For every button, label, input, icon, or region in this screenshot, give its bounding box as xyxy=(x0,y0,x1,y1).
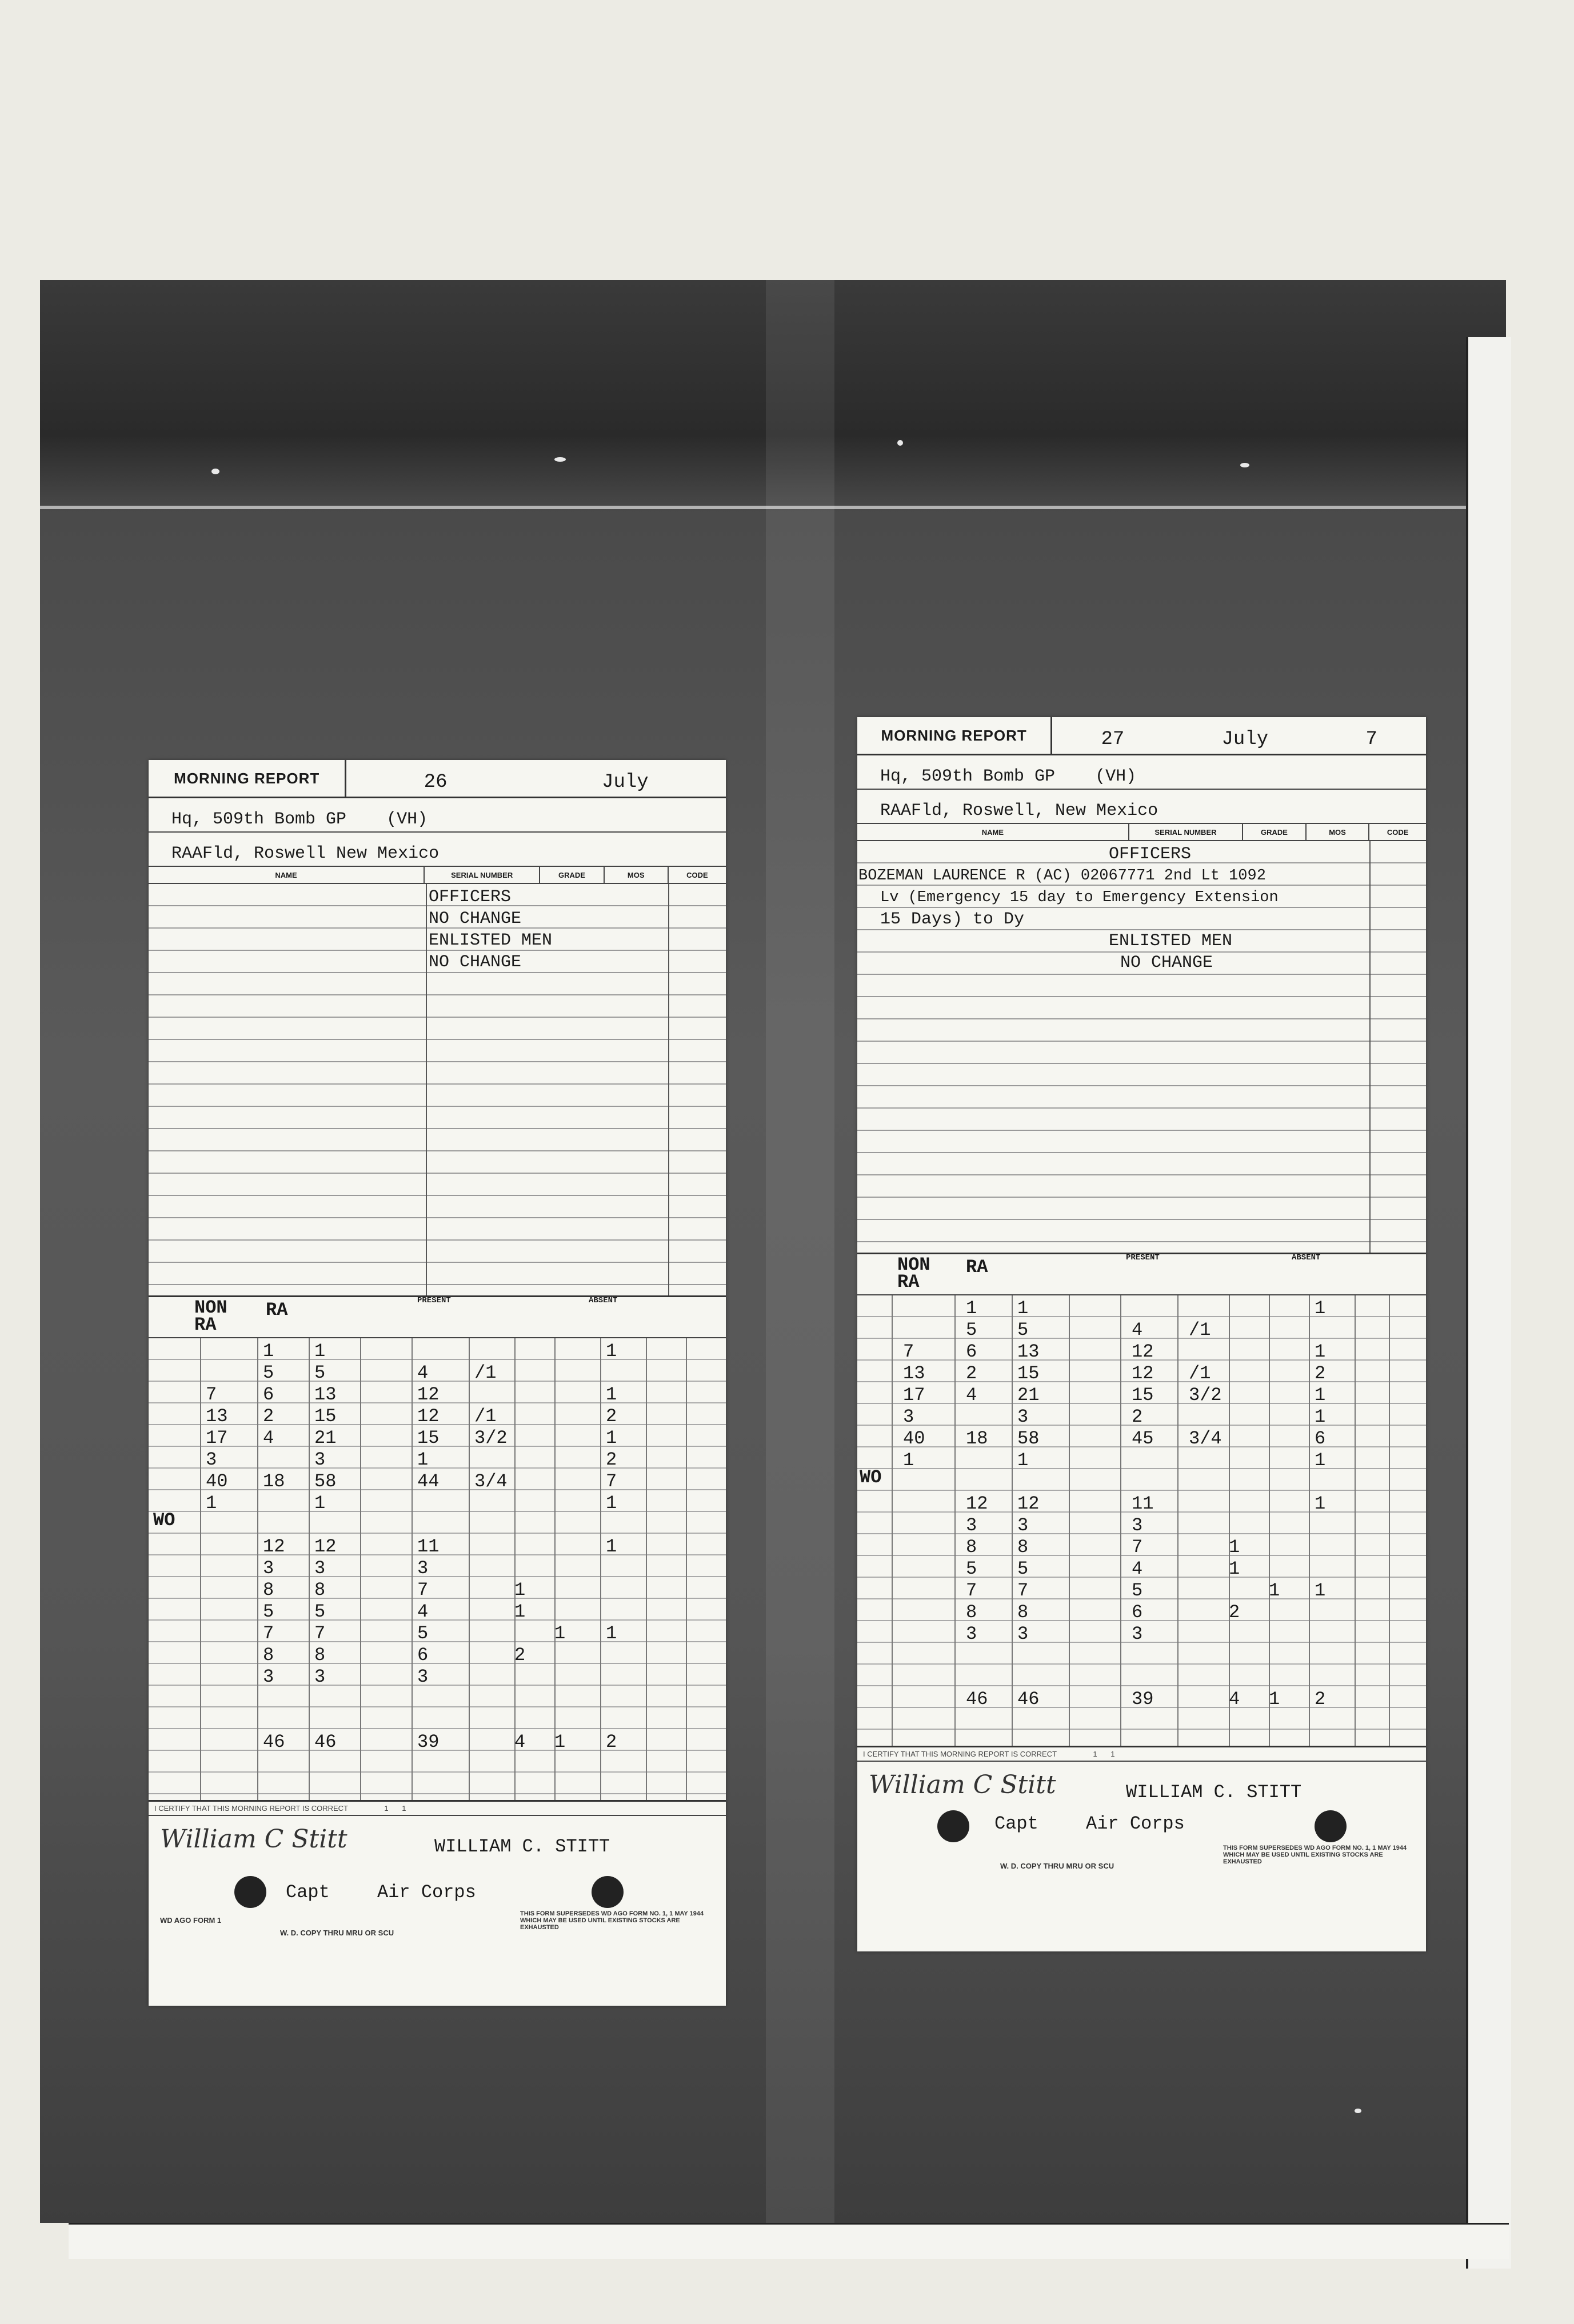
grid-cell: 2 xyxy=(1229,1602,1240,1623)
grid-cell: 12 xyxy=(417,1406,440,1427)
grid-cell: 1 xyxy=(966,1298,977,1319)
grid-absent: ABSENT xyxy=(1292,1253,1321,1262)
rule xyxy=(426,884,427,1295)
grid-cell: 1 xyxy=(1315,1493,1326,1514)
grid-cell: 2 xyxy=(1132,1406,1143,1427)
grid-cell: 6 xyxy=(263,1384,274,1405)
grid-cell: 12 xyxy=(966,1493,988,1514)
grid-cell: 2 xyxy=(606,1406,617,1427)
rule xyxy=(1069,1295,1070,1747)
col-code: CODE xyxy=(1387,827,1409,837)
grid-cell: 1 xyxy=(206,1493,217,1514)
rule xyxy=(1309,1295,1310,1747)
grid-cell: 18 xyxy=(966,1428,988,1449)
grid-cell: /1 xyxy=(474,1406,497,1427)
grid-cell: 3 xyxy=(206,1449,217,1470)
speckle xyxy=(554,457,566,462)
column-headers xyxy=(149,867,726,884)
supersedes-note: THIS FORM SUPERSEDES WD AGO FORM NO. 1, 1 MAY 1944 WHICH MAY BE USED UNTIL EXISTING STOCKS ARE EXHAUSTED xyxy=(1223,1845,1407,1865)
grid-total-cell: 4 xyxy=(514,1731,526,1753)
grid-cell: 3 xyxy=(263,1666,274,1687)
station-field xyxy=(149,833,726,867)
report-date xyxy=(1052,717,1426,754)
grid-cell: 21 xyxy=(314,1427,337,1449)
grid-total-cell: 39 xyxy=(417,1731,440,1753)
grid-cell: 1 xyxy=(554,1623,566,1644)
grid-cell: 6 xyxy=(1315,1428,1326,1449)
grid-total-cell: 39 xyxy=(1132,1689,1154,1710)
grid-cell: 8 xyxy=(966,1537,977,1558)
grid-cell: 5 xyxy=(1132,1580,1143,1601)
grid-cell: 15 xyxy=(314,1406,337,1427)
wo-label: WO xyxy=(860,1467,882,1488)
grid-cell: 3 xyxy=(903,1406,914,1427)
grid-cell: 8 xyxy=(966,1602,977,1623)
rule xyxy=(1177,1295,1178,1747)
grid-cell: 6 xyxy=(1132,1602,1143,1623)
grade-value: Capt xyxy=(286,1882,330,1903)
grid-cell: 11 xyxy=(417,1536,440,1557)
grid-cell: 4 xyxy=(417,1362,429,1383)
grid-cell: 3/4 xyxy=(1189,1428,1222,1449)
grid-total-cell: 1 xyxy=(554,1731,566,1753)
rule xyxy=(1389,1295,1390,1747)
speckle xyxy=(211,469,219,474)
grid-cell: 58 xyxy=(314,1471,337,1492)
grid-present: PRESENT xyxy=(1126,1253,1160,1262)
grid-cell: 1 xyxy=(1017,1450,1029,1471)
grade-value: Capt xyxy=(994,1813,1038,1834)
page-of: 1 xyxy=(402,1804,406,1813)
grid-cell: 13 xyxy=(903,1363,925,1384)
page-number: 1 xyxy=(1093,1750,1097,1758)
grid-cell: 1 xyxy=(514,1601,526,1622)
speckle xyxy=(1240,463,1249,467)
grid-cell: 3/2 xyxy=(474,1427,508,1449)
organization-suffix: (VH) xyxy=(386,810,428,829)
strength-grid xyxy=(149,1295,726,1800)
copy-note: W. D. COPY THRU MRU OR SCU xyxy=(1000,1862,1114,1870)
speckle xyxy=(897,440,903,446)
report-day: 27 xyxy=(1101,729,1125,750)
grid-total-cell: 2 xyxy=(1315,1689,1326,1710)
rule xyxy=(257,1338,258,1801)
grid-cell: /1 xyxy=(474,1362,497,1383)
grid-cell: 7 xyxy=(417,1579,429,1601)
col-mos: MOS xyxy=(605,867,669,883)
copy-note: W. D. COPY THRU MRU OR SCU xyxy=(280,1929,394,1937)
form-number: WD AGO FORM 1 xyxy=(160,1916,222,1925)
report-title: MORNING REPORT xyxy=(149,760,346,797)
grid-cell: 17 xyxy=(206,1427,228,1449)
grid-cell: 5 xyxy=(314,1362,326,1383)
grid-col-ra: RA xyxy=(266,1299,288,1321)
grid-body xyxy=(857,1295,1426,1747)
arm-value: Air Corps xyxy=(377,1882,476,1903)
grid-cell: 3 xyxy=(1017,1515,1029,1536)
grid-total-cell: 46 xyxy=(1017,1689,1040,1710)
grid-cell: 1 xyxy=(1017,1298,1029,1319)
grid-cell: 5 xyxy=(417,1623,429,1644)
rule xyxy=(469,1338,470,1801)
grid-cell: 12 xyxy=(1132,1363,1154,1384)
grid-cell: 1 xyxy=(1315,1580,1326,1601)
certify-text: I CERTIFY THAT THIS MORNING REPORT IS CORRECT xyxy=(154,1804,348,1813)
station-field xyxy=(857,790,1426,824)
grid-cell: 3 xyxy=(314,1449,326,1470)
grid-cell: 1 xyxy=(514,1579,526,1601)
rule xyxy=(954,1295,956,1747)
grid-cell: 12 xyxy=(1017,1493,1040,1514)
rule xyxy=(1355,1295,1356,1747)
organization-field xyxy=(149,798,726,833)
grid-cell: 3 xyxy=(1132,1515,1143,1536)
grid-cell: 1 xyxy=(606,1536,617,1557)
organization-value: Hq, 509th Bomb GP xyxy=(171,810,347,829)
rule xyxy=(360,1338,361,1801)
rule xyxy=(309,1338,310,1801)
grid-cell: 1 xyxy=(1315,1450,1326,1471)
grid-cell: 8 xyxy=(1017,1537,1029,1558)
grid-cell: 12 xyxy=(417,1384,440,1405)
grid-cell: 7 xyxy=(903,1341,914,1362)
entry-line: NO CHANGE xyxy=(429,909,522,929)
page-number: 1 xyxy=(384,1804,389,1813)
grid-cell: 7 xyxy=(206,1384,217,1405)
entry-line: OFFICERS xyxy=(429,887,512,907)
arm-value: Air Corps xyxy=(1086,1813,1185,1834)
rule xyxy=(600,1338,601,1801)
grid-cell: 5 xyxy=(966,1319,977,1341)
grid-cell: 1 xyxy=(314,1493,326,1514)
station-value: RAAFld, Roswell, New Mexico xyxy=(880,801,1158,821)
supersedes-note: THIS FORM SUPERSEDES WD AGO FORM NO. 1, 1 MAY 1944 WHICH MAY BE USED UNTIL EXISTING STOCKS ARE EXHAUSTED xyxy=(520,1910,704,1931)
grid-cell: 2 xyxy=(606,1449,617,1470)
grid-cell: 21 xyxy=(1017,1385,1040,1406)
grid-col-nonra: NON RA xyxy=(194,1297,227,1335)
grid-cell: 8 xyxy=(314,1645,326,1666)
col-name: NAME xyxy=(149,867,425,883)
report-month: July xyxy=(602,771,649,793)
report-header xyxy=(149,760,726,798)
grid-cell: 1 xyxy=(1269,1580,1280,1601)
grid-total-cell: 2 xyxy=(606,1731,617,1753)
grid-cell: 7 xyxy=(1132,1537,1143,1558)
entry-line: BOZEMAN LAURENCE R (AC) 02067771 2nd Lt 1092 xyxy=(858,867,1266,885)
rule xyxy=(1012,1295,1013,1747)
grid-cell: 3 xyxy=(417,1666,429,1687)
grid-cell: 2 xyxy=(514,1645,526,1666)
film-edge-bottom xyxy=(69,2223,1509,2259)
report-footer xyxy=(857,1746,1426,1896)
grid-cell: 1 xyxy=(417,1449,429,1470)
entry-line: ENLISTED MEN xyxy=(1109,931,1233,951)
grid-cell: 8 xyxy=(263,1645,274,1666)
grid-cell: 3 xyxy=(1017,1623,1029,1645)
grid-total-cell: 46 xyxy=(314,1731,337,1753)
speckle xyxy=(1355,2109,1361,2113)
grid-cell: 1 xyxy=(606,1493,617,1514)
grid-cell: 7 xyxy=(606,1471,617,1492)
punch-hole xyxy=(937,1810,969,1842)
grid-cell: 15 xyxy=(417,1427,440,1449)
report-date xyxy=(346,760,726,797)
grid-cell: 2 xyxy=(263,1406,274,1427)
grid-cell: 1 xyxy=(1315,1406,1326,1427)
col-grade: GRADE xyxy=(540,867,604,883)
grid-cell: 3 xyxy=(263,1558,274,1579)
entry-line: NO CHANGE xyxy=(1120,953,1213,973)
col-grade: GRADE xyxy=(1243,824,1307,840)
grid-cell: 45 xyxy=(1132,1428,1154,1449)
punch-hole xyxy=(1315,1810,1347,1842)
grid-cell: 1 xyxy=(1229,1558,1240,1579)
punch-hole xyxy=(592,1876,624,1908)
grid-total-cell: 46 xyxy=(263,1731,285,1753)
entry-line: ENLISTED MEN xyxy=(429,931,553,950)
grid-body xyxy=(149,1338,726,1801)
report-day: 26 xyxy=(424,771,448,793)
signature: William C Stitt xyxy=(160,1825,347,1854)
grid-cell: 13 xyxy=(1017,1341,1040,1362)
grid-cell: 5 xyxy=(314,1601,326,1622)
grid-cell: 1 xyxy=(606,1341,617,1362)
col-code: CODE xyxy=(686,870,708,879)
grid-cell: 12 xyxy=(1132,1341,1154,1362)
grid-cell: /1 xyxy=(1189,1363,1211,1384)
grid-cell: 18 xyxy=(263,1471,285,1492)
col-name: NAME xyxy=(857,824,1129,840)
column-headers xyxy=(857,824,1426,841)
grid-cell: 8 xyxy=(263,1579,274,1601)
signature: William C Stitt xyxy=(869,1770,1056,1799)
grid-cell: 5 xyxy=(263,1601,274,1622)
grid-col-nonra: NON RA xyxy=(897,1254,930,1293)
rule xyxy=(686,1338,687,1801)
grid-cell: 3 xyxy=(1132,1623,1143,1645)
grid-cell: 1 xyxy=(263,1341,274,1362)
rule xyxy=(892,1295,893,1747)
entry-line: 15 Days) to Dy xyxy=(880,910,1025,929)
grid-cell: 5 xyxy=(966,1558,977,1579)
grid-cell: 2 xyxy=(966,1363,977,1384)
grid-cell: 40 xyxy=(206,1471,228,1492)
grid-cell: 3 xyxy=(966,1623,977,1645)
grid-cell: 3 xyxy=(417,1558,429,1579)
grid-cell: 1 xyxy=(606,1384,617,1405)
grid-cell: 7 xyxy=(966,1580,977,1601)
entries-area xyxy=(149,884,726,1295)
grid-col-ra: RA xyxy=(966,1257,988,1278)
certify-line xyxy=(149,1802,726,1816)
grid-cell: 4 xyxy=(417,1601,429,1622)
grid-present: PRESENT xyxy=(417,1296,451,1305)
entry-line: NO CHANGE xyxy=(429,953,522,972)
grid-cell: 8 xyxy=(314,1579,326,1601)
grid-total-cell: 46 xyxy=(966,1689,988,1710)
grid-cell: 1 xyxy=(606,1427,617,1449)
grid-cell: 4 xyxy=(263,1427,274,1449)
grid-cell: 8 xyxy=(1017,1602,1029,1623)
grid-cell: 1 xyxy=(1229,1537,1240,1558)
grid-cell: 1 xyxy=(1315,1341,1326,1362)
station-value: RAAFld, Roswell New Mexico xyxy=(171,844,440,863)
rule xyxy=(412,1338,413,1801)
organization-suffix: (VH) xyxy=(1095,767,1137,786)
grid-cell: 4 xyxy=(1132,1319,1143,1341)
grid-cell: 5 xyxy=(1017,1319,1029,1341)
grid-cell: 2 xyxy=(1315,1363,1326,1384)
film-edge-right xyxy=(1466,337,1511,2269)
grid-cell: 3 xyxy=(314,1558,326,1579)
col-mos: MOS xyxy=(1307,824,1370,840)
scan-band xyxy=(766,280,834,2223)
report-footer xyxy=(149,1800,726,1950)
rule xyxy=(1229,1295,1230,1747)
rule xyxy=(200,1338,201,1801)
grid-cell: 7 xyxy=(263,1623,274,1644)
report-header xyxy=(857,717,1426,755)
grid-cell: 1 xyxy=(606,1623,617,1644)
grid-cell: 12 xyxy=(314,1536,337,1557)
grid-cell: 1 xyxy=(1315,1298,1326,1319)
grid-cell: 5 xyxy=(1017,1558,1029,1579)
rule xyxy=(1269,1295,1270,1747)
grid-cell: 3/4 xyxy=(474,1471,508,1492)
grid-cell: 6 xyxy=(417,1645,429,1666)
report-year-digit: 7 xyxy=(1365,729,1377,750)
certify-line xyxy=(857,1747,1426,1762)
grid-cell: 15 xyxy=(1017,1363,1040,1384)
grid-cell: 3 xyxy=(966,1515,977,1536)
typed-name: WILLIAM C. STITT xyxy=(434,1836,610,1857)
grid-cell: 12 xyxy=(263,1536,285,1557)
certify-text: I CERTIFY THAT THIS MORNING REPORT IS CORRECT xyxy=(863,1750,1057,1758)
grid-cell: 13 xyxy=(206,1406,228,1427)
grid-cell: 17 xyxy=(903,1385,925,1406)
wo-label: WO xyxy=(153,1510,175,1531)
punch-hole xyxy=(234,1876,266,1908)
grid-cell: 6 xyxy=(966,1341,977,1362)
rule xyxy=(668,884,669,1295)
grid-cell: /1 xyxy=(1189,1319,1211,1341)
grid-cell: 3/2 xyxy=(1189,1385,1222,1406)
grid-cell: 1 xyxy=(903,1450,914,1471)
grid-cell: 4 xyxy=(966,1385,977,1406)
grid-total-cell: 4 xyxy=(1229,1689,1240,1710)
grid-cell: 44 xyxy=(417,1471,440,1492)
entries-area xyxy=(857,841,1426,1253)
organization-value: Hq, 509th Bomb GP xyxy=(880,767,1056,786)
grid-cell: 40 xyxy=(903,1428,925,1449)
grid-cell: 3 xyxy=(1017,1406,1029,1427)
grid-header xyxy=(149,1297,726,1338)
typed-name: WILLIAM C. STITT xyxy=(1126,1782,1302,1803)
rule xyxy=(1120,1295,1121,1747)
organization-field xyxy=(857,755,1426,790)
grid-cell: 1 xyxy=(314,1341,326,1362)
grid-cell: 7 xyxy=(1017,1580,1029,1601)
grid-absent: ABSENT xyxy=(589,1296,618,1305)
grid-cell: 11 xyxy=(1132,1493,1154,1514)
grid-cell: 3 xyxy=(314,1666,326,1687)
grid-header xyxy=(857,1254,1426,1295)
page-of: 1 xyxy=(1110,1750,1115,1758)
rule xyxy=(646,1338,647,1801)
report-title: MORNING REPORT xyxy=(857,717,1052,754)
col-serial: SERIAL NUMBER xyxy=(1129,824,1243,840)
rule xyxy=(1369,841,1371,1253)
grid-cell: 13 xyxy=(314,1384,337,1405)
entry-line: OFFICERS xyxy=(1109,845,1192,864)
entry-line: Lv (Emergency 15 day to Emergency Extension xyxy=(880,889,1279,906)
grid-cell: 58 xyxy=(1017,1428,1040,1449)
grid-cell: 7 xyxy=(314,1623,326,1644)
grid-cell: 5 xyxy=(263,1362,274,1383)
grid-total-cell: 1 xyxy=(1269,1689,1280,1710)
right-morning-report xyxy=(857,717,1426,1951)
report-month: July xyxy=(1221,729,1269,750)
left-morning-report xyxy=(149,760,726,2006)
grid-cell: 15 xyxy=(1132,1385,1154,1406)
grid-cell: 1 xyxy=(1315,1385,1326,1406)
grid-cell: 4 xyxy=(1132,1558,1143,1579)
strength-grid xyxy=(857,1253,1426,1746)
col-serial: SERIAL NUMBER xyxy=(425,867,540,883)
